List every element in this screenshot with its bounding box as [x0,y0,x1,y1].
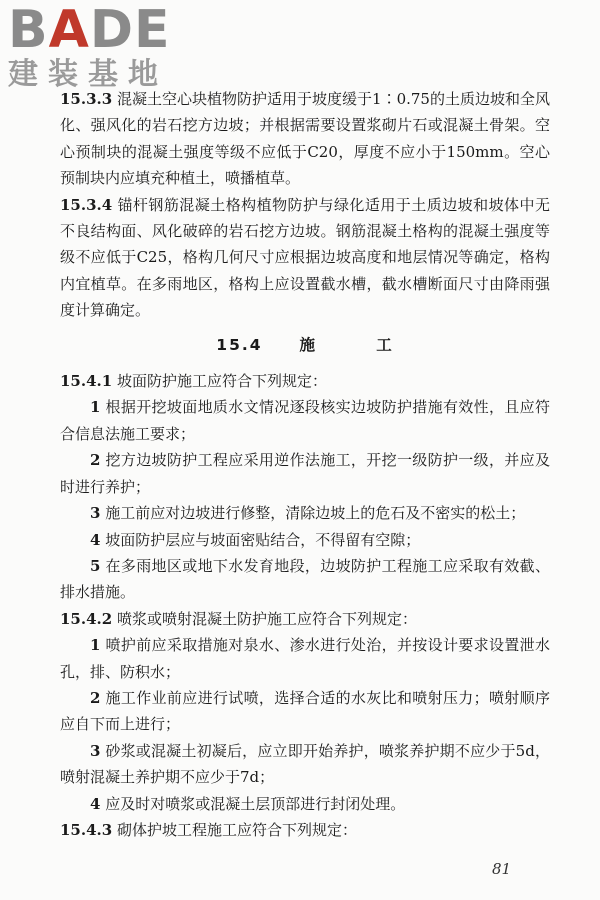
clause-text: 坡面防护施工应符合下列规定： [116,372,327,391]
item-text: 砂浆或混凝土初凝后，应立即开始养护，喷浆养护期不应少于5d，喷射混凝土养护期不应少于7d； [60,741,550,787]
list-item [60,394,550,447]
clause-number: 15.4.1 [60,372,113,391]
clause-number: 15.3.3 [60,90,113,108]
clause-number: 15.4.2 [60,609,113,628]
item-text: 施工作业前应进行试喷，选择合适的水灰比和喷射压力；喷射顺序应自下而上进行； [60,688,550,734]
clause-15-4-3 [60,817,550,843]
list-item [60,738,550,791]
paragraph-15-3-3 [60,86,550,192]
clause-15-4-2 [60,606,550,632]
item-text: 喷护前应采取措施对泉水、渗水进行处治，并按设计要求设置泄水孔，排、防积水； [60,636,550,681]
list-item [60,685,550,738]
item-number: 5 [90,556,101,575]
paragraph-text: 锚杆钢筋混凝土格构植物防护与绿化适用于土质边坡和坡体中无不良结构面、风化破碎的岩石挖方边坡。钢筋混凝土格构的混凝土强度等级不应低于C25，格构几何尺寸应根据边坡高度和地层情况等确定，格构内宜植草。在多雨地区，格构上应设置截水槽，截水槽断面尺寸由降雨强度计算确定。 [60,195,550,320]
list-item [60,500,550,526]
item-text: 在多雨地区或地下水发育地段，边坡防护工程施工应采取有效截、排水措施。 [60,556,550,602]
item-text: 根据开挖坡面地质水文情况逐段核实边坡防护措施有效性，且应符合信息法施工要求； [60,398,550,443]
section-title-part2: 工 [376,335,394,354]
item-number: 1 [90,398,101,417]
item-text: 施工前应对边坡进行修整，清除边坡上的危石及不密实的松土； [105,504,526,523]
logo-brand: BADE [8,0,171,60]
clause-text: 砌体护坡工程施工应符合下列规定： [116,820,357,839]
clause-15-4-1 [60,368,550,394]
section-number: 15.4 [216,335,263,354]
section-heading [60,332,550,358]
item-number: 4 [90,530,101,549]
item-number: 4 [90,794,101,813]
clause-number: 15.4.3 [60,820,113,839]
paragraph-text: 混凝土空心块植物防护适用于坡度缓于1∶0.75的土质边坡和全风化、强风化的岩石挖方边坡；并根据需要设置浆砌片石或混凝土骨架。空心预制块的混凝土强度等级不应低于C20，厚度不应小于150mm。空心预制块内应填充种植土，喷播植草。 [60,90,550,188]
list-item [60,791,550,817]
list-item [60,527,550,553]
item-number: 1 [90,636,101,655]
page-number: 81 [492,860,512,878]
section-title-part1: 施 [299,335,318,354]
item-text: 应及时对喷浆或混凝土层顶部进行封闭处理。 [105,794,406,813]
list-item [60,447,550,500]
item-number: 3 [90,741,101,760]
watermark-logo [8,0,178,92]
paragraph-15-3-4 [60,192,550,324]
clause-text: 喷浆或喷射混凝土防护施工应符合下列规定： [116,609,417,628]
clause-number: 15.3.4 [60,195,113,214]
list-item [60,632,550,685]
item-text: 坡面防护层应与坡面密贴结合，不得留有空隙； [105,530,421,549]
item-number: 2 [90,451,101,470]
document-body [60,86,550,843]
item-number: 2 [90,688,101,707]
item-number: 3 [90,504,101,523]
item-text: 挖方边坡防护工程应采用逆作法施工，开挖一级防护一级，并应及时进行养护； [60,451,550,496]
logo-subtitle: 建装基地 [8,57,168,92]
list-item [60,553,550,606]
